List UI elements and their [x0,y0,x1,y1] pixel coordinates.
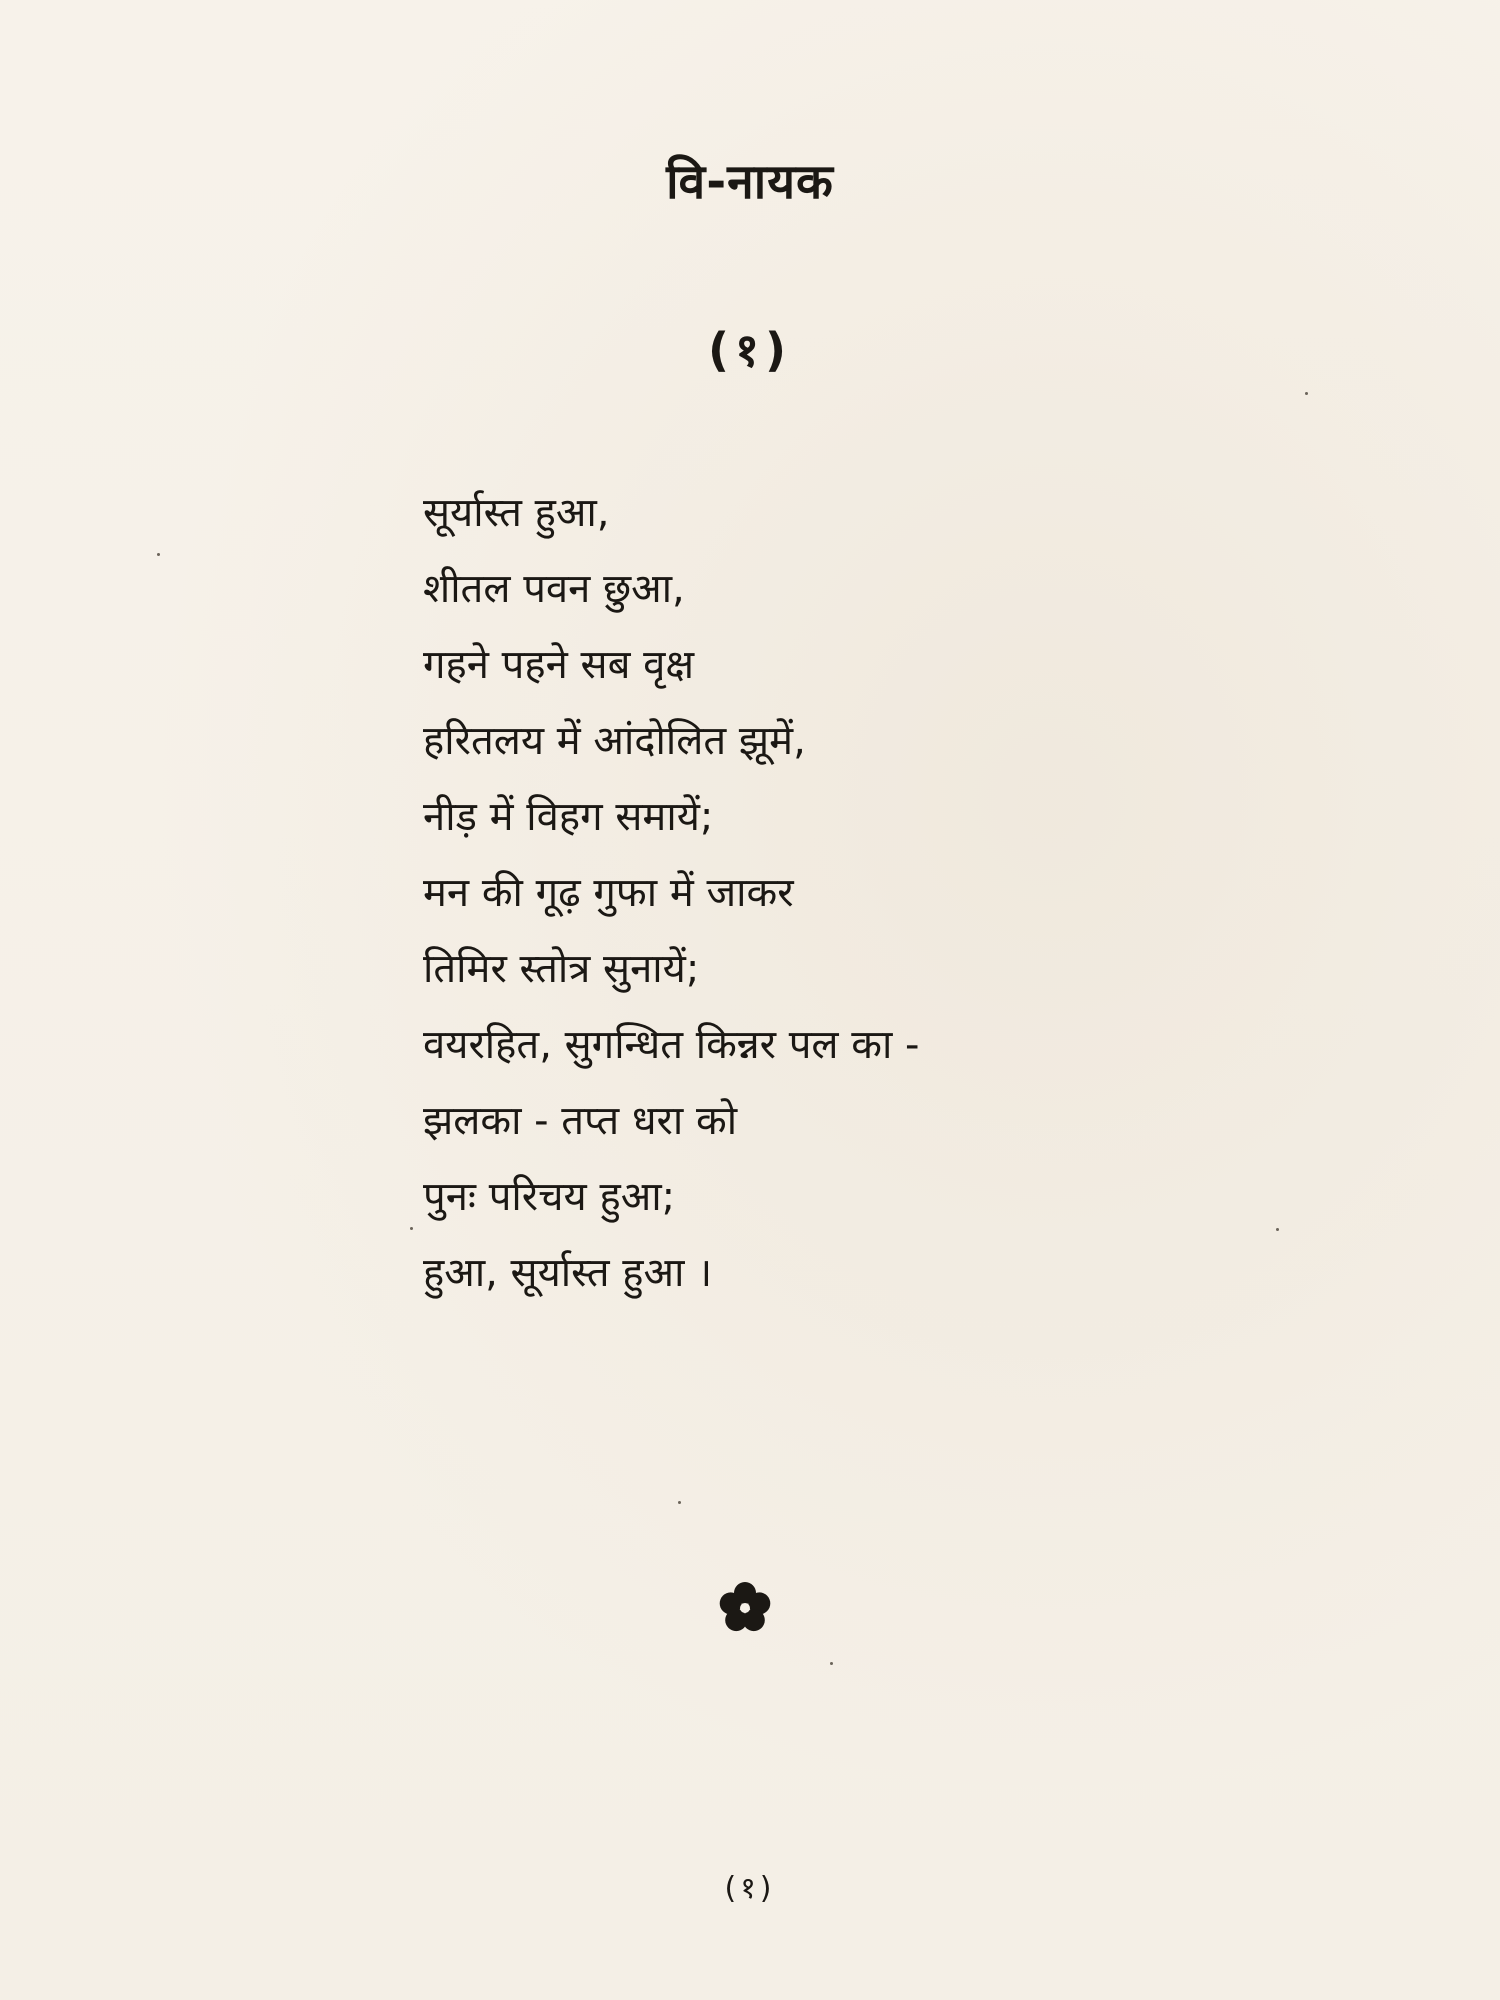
paper-speck [678,1501,681,1504]
poem-line: झलका - तप्त धरा को [423,1098,738,1144]
poem-line: तिमिर स्तोत्र सुनायें; [423,946,700,992]
book-title: वि-नायक [666,154,834,210]
paper-speck [1305,392,1308,395]
paper-speck [1276,1228,1279,1231]
poem-line: हरितलय में आंदोलित झूमें, [423,718,806,764]
paper-speck [830,1662,833,1665]
poem-line: हुआ, सूर्यास्त हुआ । [423,1250,713,1296]
paper-speck [157,553,160,556]
poem-line: गहने पहने सब वृक्ष [423,642,695,688]
poem-body [423,475,1323,1311]
poem-line: शीतल पवन छुआ, [423,566,685,612]
poem-line: वयरहित, सुगन्धित किन्नर पल का - [423,1022,920,1068]
poem-number: (१) [708,323,792,377]
poem-line: नीड़ में विहग समायें; [423,794,714,840]
page-number: (१) [724,1871,776,1906]
flower-ornament-icon [717,1580,773,1636]
paper-speck [410,1227,413,1230]
poem-line: मन की गूढ़ गुफा में जाकर [423,870,794,916]
poem-line: सूर्यास्त हुआ, [423,490,610,536]
poem-line: पुनः परिचय हुआ; [423,1174,676,1220]
